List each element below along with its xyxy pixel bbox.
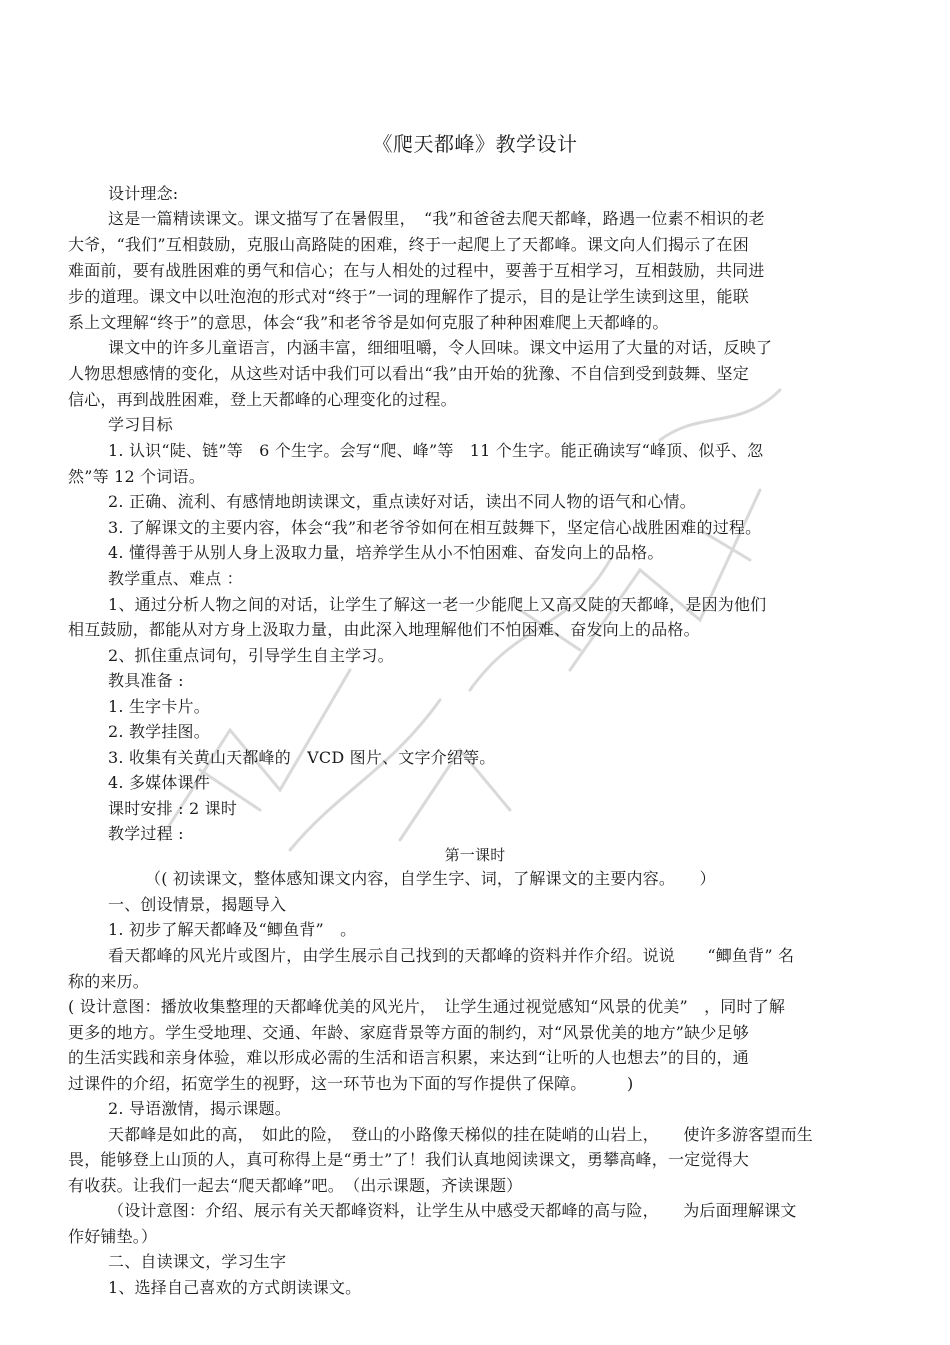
text-line: 天都峰是如此的高， 如此的险， 登山的小路像天梯似的挂在陡峭的山岩上， 使许多游客望而生 bbox=[108, 1125, 814, 1144]
text-line: 这是一篇精读课文。课文描写了在暑假里， “我”和爸爸去爬天都峰，路遇一位素不相识的老 bbox=[108, 209, 765, 228]
text-line: 称的来历。 bbox=[68, 972, 150, 991]
text-line: 畏，能够登上山顶的人，真可称得上是“勇士”了！我们认真地阅读课文，勇攀高峰，一定觉得大 bbox=[68, 1150, 749, 1169]
text-line: 2、抓住重点词句，引导学生自主学习。 bbox=[108, 646, 394, 665]
section-heading: 教学过程 : bbox=[108, 824, 184, 843]
text-line: 1、通过分析人物之间的对话，让学生了解这一老一少能爬上又高又陡的天都峰，是因为他们 bbox=[108, 595, 767, 614]
section-heading: 一、创设情景，揭题导入 bbox=[108, 895, 287, 914]
text-line: 信心，再到战胜困难，登上天都峰的心理变化的过程。 bbox=[68, 390, 457, 409]
document-title: 《爬天都峰》教学设计 bbox=[372, 132, 578, 156]
text-line: 4. 懂得善于从别人身上汲取力量，培养学生从小不怕困难、奋发向上的品格。 bbox=[108, 543, 664, 562]
text-line: 4. 多媒体课件 bbox=[108, 773, 210, 792]
lesson-heading: 第一课时 bbox=[444, 846, 506, 864]
text-line: 课文中的许多儿童语言，内涵丰富，细细咀嚼，令人回味。课文中运用了大量的对话，反映了 bbox=[108, 338, 773, 357]
section-heading: 二、自读课文，学习生字 bbox=[108, 1252, 287, 1271]
text-line: 1. 认识“陡、链”等 6 个生字。会写“爬、峰”等 11 个生字。能正确读写“峰顶、似乎、忽 bbox=[108, 441, 764, 460]
text-line: 大爷，“我们”互相鼓励，克服山高路陡的困难，终于一起爬上了天都峰。课文向人们揭示了在困 bbox=[68, 235, 749, 254]
text-line: 1. 初步了解天都峰及“鲫鱼背” 。 bbox=[108, 920, 357, 939]
text-line: 看天都峰的风光片或图片，由学生展示自己找到的天都峰的资料并作介绍。说说 “鲫鱼背” 名 bbox=[108, 946, 795, 965]
section-heading: 教学重点、难点 ： bbox=[108, 569, 243, 588]
text-line: ( 设计意图：播放收集整理的天都峰优美的风光片， 让学生通过视觉感知“风景的优美” ，同时了解 bbox=[68, 997, 786, 1016]
text-line: 设计理念: bbox=[108, 184, 179, 203]
text-line: （( 初读课文，整体感知课文内容，自学生字、词，了解课文的主要内容。 ） bbox=[145, 869, 716, 888]
section-heading: 课时安排 : 2 课时 bbox=[108, 799, 238, 818]
text-line: 2. 导语激情，揭示课题。 bbox=[108, 1099, 291, 1118]
text-line: （设计意图：介绍、展示有关天都峰资料，让学生从中感受天都峰的高与险， 为后面理解课文 bbox=[108, 1201, 797, 1220]
text-line: 作好铺垫。） bbox=[68, 1227, 158, 1246]
text-line: 2. 正确、流利、有感情地朗读课文，重点读好对话，读出不同人物的语气和心情。 bbox=[108, 492, 696, 511]
text-line: 1. 生字卡片。 bbox=[108, 697, 210, 716]
text-line: 2. 教学挂图。 bbox=[108, 722, 210, 741]
text-line: 过课件的介绍，拓宽学生的视野，这一环节也为下面的写作提供了保障。 ) bbox=[68, 1074, 634, 1093]
text-line: 相互鼓励，都能从对方身上汲取力量，由此深入地理解他们不怕困难、奋发向上的品格。 bbox=[68, 620, 700, 639]
text-line: 更多的地方。学生受地理、交通、年龄、家庭背景等方面的制约，对“风景优美的地方”缺少足够 bbox=[68, 1023, 749, 1042]
section-heading: 教具准备 : bbox=[108, 671, 184, 690]
text-line: 难面前，要有战胜困难的勇气和信心；在与人相处的过程中，要善于互相学习，互相鼓励，共同进 bbox=[68, 261, 765, 280]
text-line: 的生活实践和亲身体验，难以形成必需的生活和语言积累，来达到“让听的人也想去”的目的，通 bbox=[68, 1048, 749, 1067]
text-line: 1、选择自己喜欢的方式朗读课文。 bbox=[108, 1278, 362, 1297]
text-line: 人物思想感情的变化，从这些对话中我们可以看出“我”由开始的犹豫、不自信到受到鼓舞、坚定 bbox=[68, 364, 749, 383]
text-line: 3. 收集有关黄山天都峰的 VCD 图片、文字介绍等。 bbox=[108, 748, 496, 767]
text-line: 3. 了解课文的主要内容，体会“我”和老爷爷如何在相互鼓舞下，坚定信心战胜困难的过程。 bbox=[108, 518, 762, 537]
text-line: 步的道理。课文中以吐泡泡的形式对“终于”一词的理解作了提示，目的是让学生读到这里，能联 bbox=[68, 287, 749, 306]
text-line: 系上文理解“终于”的意思，体会“我”和老爷爷是如何克服了种种困难爬上天都峰的。 bbox=[68, 313, 669, 332]
text-line: 有收获。让我们一起去“爬天都峰”吧。 （出示课题，齐读课题） bbox=[68, 1176, 523, 1195]
text-line: 然”等 12 个词语。 bbox=[68, 467, 205, 486]
section-heading: 学习目标 bbox=[108, 415, 173, 434]
